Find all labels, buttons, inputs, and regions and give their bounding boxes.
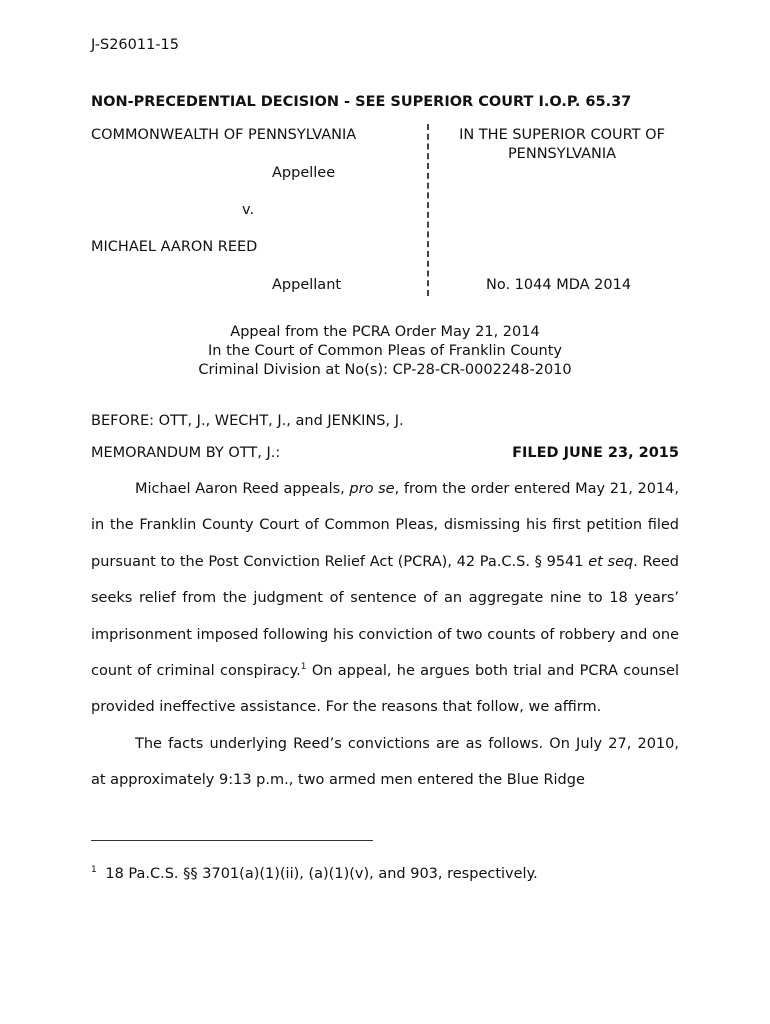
- appeal-info-line: Appeal from the PCRA Order May 21, 2014: [230, 324, 540, 340]
- caption-party-appellee: COMMONWEALTH OF PENNSYLVANIA: [91, 127, 357, 143]
- opinion-paragraph: [91, 471, 679, 726]
- caption-party-appellant: MICHAEL AARON REED: [91, 239, 258, 255]
- caption-role-appellee: Appellee: [272, 165, 336, 181]
- footnote-number: 1: [91, 865, 97, 875]
- appeal-info-line: Criminal Division at No(s): CP-28-CR-0002248-2010: [198, 362, 572, 378]
- memorandum-author: MEMORANDUM BY OTT, J.:: [91, 445, 281, 461]
- caption-divider: [427, 124, 429, 296]
- decision-heading: NON-PRECEDENTIAL DECISION - SEE SUPERIOR COURT I.O.P. 65.37: [91, 94, 632, 110]
- docket-id: J-S26011-15: [91, 37, 180, 53]
- opinion-body: [91, 471, 679, 799]
- text-run: Michael Aaron Reed appeals,: [135, 481, 350, 497]
- footnote-text: 18 Pa.C.S. §§ 3701(a)(1)(ii), (a)(1)(v), and 903, respectively.: [105, 866, 538, 882]
- panel-before: BEFORE: OTT, J., WECHT, J., and JENKINS, J.: [91, 413, 404, 429]
- court-name-line1: IN THE SUPERIOR COURT OF: [459, 127, 665, 143]
- filed-date: FILED JUNE 23, 2015: [512, 445, 679, 461]
- opinion-paragraph: The facts underlying Reed’s convictions are as follows. On July 27, 2010, at approximately 9:13 p.m., two armed men entered the Blue Ridge: [91, 735, 679, 789]
- text-run: , from the order entered May 21, 2014, in the Franklin County Court of Common Pleas, dismissing his first petition filed pursuant to the Post Conviction Relief Act (PCRA), 42 Pa.C.S. § 9541: [91, 481, 680, 570]
- caption-versus: v.: [242, 202, 255, 218]
- italic-text: pro se: [349, 481, 395, 497]
- footnote-divider: [91, 840, 373, 841]
- text-run: . Reed seeks relief from the judgment of sentence of an aggregate nine to 18 years’ imprisonment imposed following his conviction of two counts of robbery and one count of criminal conspiracy.: [91, 553, 679, 680]
- italic-text: et seq: [588, 553, 634, 570]
- case-number: No. 1044 MDA 2014: [486, 277, 632, 293]
- appeal-info-line: In the Court of Common Pleas of Franklin County: [208, 343, 562, 359]
- footnote-ref[interactable]: 1: [300, 662, 307, 673]
- caption-role-appellant: Appellant: [272, 277, 342, 293]
- text-run: On appeal, he argues both trial and PCRA counsel provided ineffective assistance. For the reasons that follow, we affirm.: [91, 663, 679, 716]
- court-name-line2: PENNSYLVANIA: [507, 146, 617, 162]
- footnote: [91, 866, 538, 882]
